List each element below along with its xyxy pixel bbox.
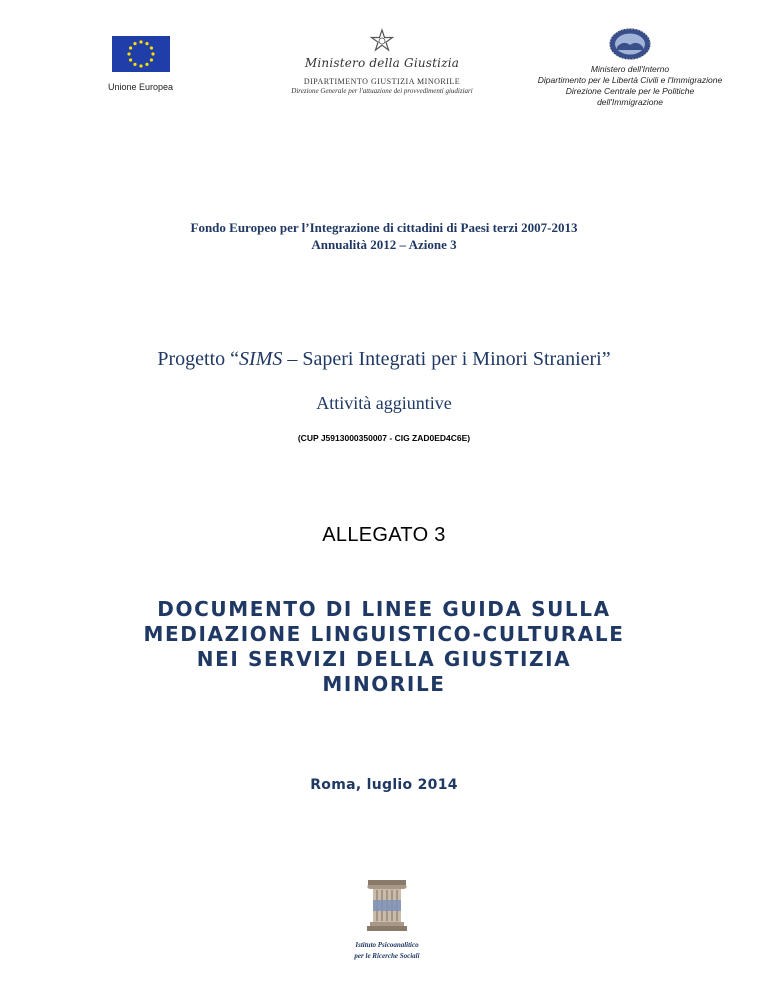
ministry-interior-line-4: dell'Immigrazione [597, 97, 663, 107]
place-date: Roma, luglio 2014 [310, 777, 458, 793]
project-title [0, 348, 768, 371]
project-subtitle: Attività aggiuntive [316, 393, 452, 413]
italian-emblem-icon [369, 28, 395, 54]
fund-line-1: Fondo Europeo per l’Integrazione di cittadini di Paesi terzi 2007-2013 [190, 220, 578, 235]
project-title-prefix: Progetto “ [157, 348, 240, 370]
iprs-name-line-2: per le Ricerche Sociali [354, 952, 420, 960]
ministry-interior-line-3: Direzione Centrale per le Politiche [565, 86, 695, 96]
ministry-justice-name: Ministero della Giustizia [304, 56, 460, 70]
eu-label: Unione Europea [108, 82, 174, 92]
project-title-suffix: – Saperi Integrati per i Minori Stranieri” [282, 348, 611, 370]
eu-logo [108, 36, 188, 92]
iprs-name-line-1: Istituto Psicoanalitico [355, 941, 419, 949]
project-title-sims: SIMS [239, 348, 283, 370]
document-title-line-4: MINORILE [322, 672, 446, 696]
allegato-heading: ALLEGATO 3 [322, 524, 446, 546]
iprs-logo [342, 878, 432, 961]
ministry-interior-line-2: Dipartimento per le Libertà Civili e l'Immigrazione [537, 75, 723, 85]
ministry-justice-direction: Direzione Generale per l'attuazione dei provvedimenti giudiziari [291, 87, 473, 95]
eu-flag-icon [112, 36, 170, 72]
document-title-line-3: NEI SERVIZI DELLA GIUSTIZIA [196, 647, 572, 671]
column-logo-icon [364, 878, 410, 934]
document-title [104, 597, 664, 697]
ministry-interior-line-1: Ministero dell'Interno [590, 64, 670, 74]
project-codes: (CUP J5913000350007 - CIG ZAD0ED4C6E) [297, 433, 471, 443]
document-title-line-2: MEDIAZIONE LINGUISTICO-CULTURALE [143, 622, 625, 646]
fund-heading [0, 219, 768, 253]
ministry-interior-seal-icon [609, 28, 651, 60]
document-title-line-1: DOCUMENTO DI LINEE GUIDA SULLA [157, 597, 611, 621]
ministry-justice-department: DIPARTIMENTO GIUSTIZIA MINORILE [303, 77, 461, 86]
eu-stars-icon [112, 36, 170, 72]
ministry-justice-logo [282, 28, 482, 95]
ministry-interior-logo [520, 28, 740, 108]
fund-line-2: Annualità 2012 – Azione 3 [311, 237, 457, 252]
